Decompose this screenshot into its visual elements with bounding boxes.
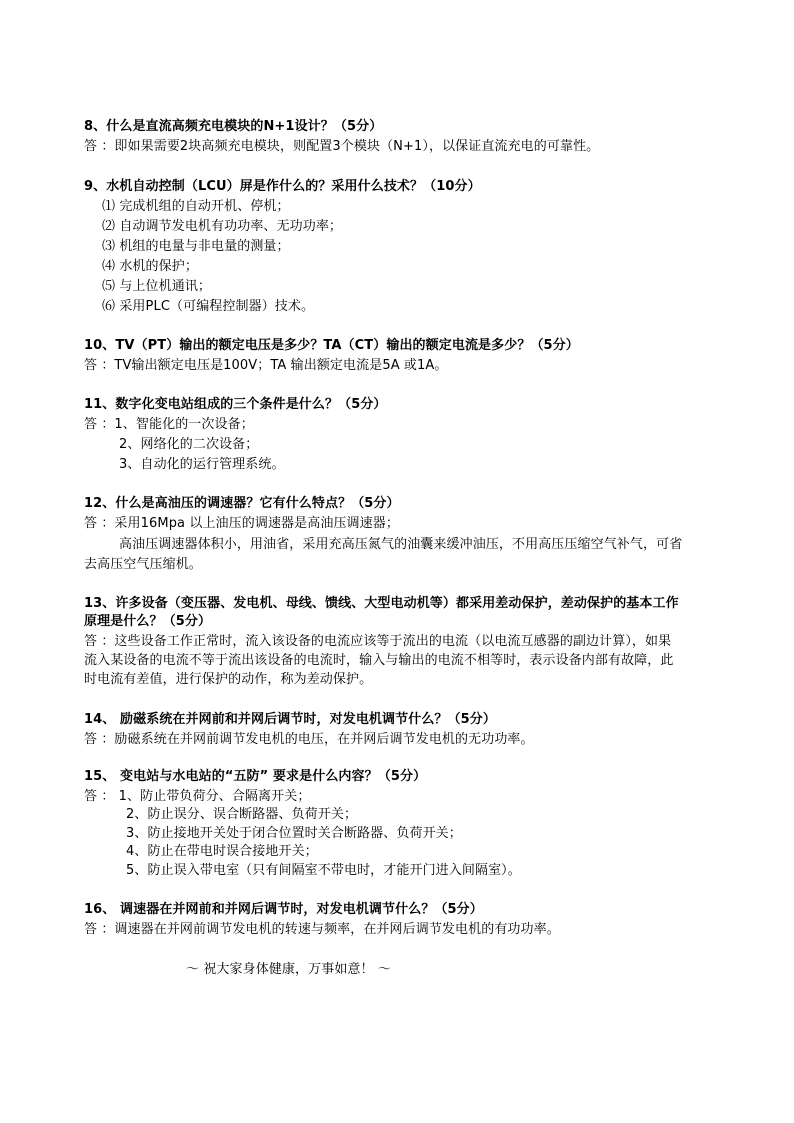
answer-15-line-3: 3、防止接地开关处于闭合位置时关合断路器、负荷开关； bbox=[126, 826, 462, 841]
question-16: 16、 调速器在并网前和并网后调节时，对发电机调节什么？（5分） bbox=[84, 902, 483, 917]
answer-12-line-1: 答 ：采用16Mpa 以上油压的调速器是高油压调速器； bbox=[84, 516, 399, 531]
answer-13-line-2: 流入某设备的电流不等于流出该设备的电流时，输入与输出的电流不相等时，表示设备内部有故障，此 bbox=[84, 653, 674, 668]
answer-9-item-3: ⑶ 机组的电量与非电量的测量； bbox=[102, 239, 290, 254]
answer-15-line-1: 答 ： 1、防止带负荷分、合隔离开关； bbox=[84, 789, 311, 804]
question-11: 11、数字化变电站组成的三个条件是什么？（5分） bbox=[84, 397, 387, 412]
question-14: 14、 励磁系统在并网前和并网后调节时，对发电机调节什么？（5分） bbox=[84, 712, 496, 727]
answer-9-item-5: ⑸ 与上位机通讯； bbox=[102, 279, 212, 294]
answer-13-line-1: 答 ：这些设备工作正常时，流入该设备的电流应该等于流出的电流（以电流互感器的副边计算），如果 bbox=[84, 634, 672, 649]
answer-15-line-5: 5、防止误入带电室（只有间隔室不带电时，才能开门进入间隔室）。 bbox=[126, 863, 521, 878]
answer-11-line-2: 2、网络化的二次设备； bbox=[119, 437, 259, 452]
answer-11-line-3: 3、自动化的运行管理系统。 bbox=[119, 457, 285, 472]
answer-13-line-3: 时电流有差值，进行保护的动作，称为差动保护。 bbox=[84, 672, 373, 687]
answer-9-item-6: ⑹ 采用PLC（可编程控制器）技术。 bbox=[102, 299, 315, 314]
question-12: 12、什么是高油压的调速器？它有什么特点？（5分） bbox=[84, 496, 400, 511]
closing-wish: ～ 祝大家身体健康，万事如意！ ～ bbox=[186, 962, 391, 977]
answer-14: 答 ：励磁系统在并网前调节发电机的电压，在并网后调节发电机的无功功率。 bbox=[84, 732, 534, 747]
answer-11-line-1: 答 ：1、智能化的一次设备； bbox=[84, 417, 254, 432]
answer-10: 答 ：TV输出额定电压是100V；TA 输出额定电流是5A 或1A。 bbox=[84, 358, 448, 373]
answer-9-item-2: ⑵ 自动调节发电机有功功率、无功功率； bbox=[102, 219, 343, 234]
question-13-line-1: 13、许多设备（变压器、发电机、母线、馈线、大型电动机等）都采用差动保护，差动保护的基本工作 bbox=[84, 596, 679, 611]
answer-12-line-3: 去高压空气压缩机。 bbox=[84, 557, 202, 572]
question-9: 9、水机自动控制（LCU）屏是作什么的？采用什么技术？（10分） bbox=[84, 179, 481, 194]
question-10: 10、TV（PT）输出的额定电压是多少？TA（CT）输出的额定电流是多少？（5分） bbox=[84, 338, 579, 353]
answer-16: 答 ：调速器在并网前调节发电机的转速与频率，在并网后调节发电机的有功功率。 bbox=[84, 922, 560, 937]
answer-12-line-2: 高油压调速器体积小，用油省，采用充高压氮气的油囊来缓冲油压，不用高压压缩空气补气，可省 bbox=[119, 537, 683, 552]
answer-8: 答 ：即如果需要2块高频充电模块，则配置3个模块（N+1），以保证直流充电的可靠性。 bbox=[84, 139, 600, 154]
answer-9-item-4: ⑷ 水机的保护； bbox=[102, 259, 198, 274]
question-8: 8、什么是直流高频充电模块的N+1设计？（5分） bbox=[84, 119, 383, 134]
question-15: 15、 变电站与水电站的“五防” 要求是什么内容？（5分） bbox=[84, 769, 427, 784]
answer-15-line-2: 2、防止误分、误合断路器、负荷开关； bbox=[126, 807, 358, 822]
answer-15-line-4: 4、防止在带电时误合接地开关； bbox=[126, 844, 318, 859]
answer-9-item-1: ⑴ 完成机组的自动开机、停机； bbox=[102, 199, 290, 214]
question-13-line-2: 原理是什么？（5分） bbox=[84, 614, 212, 629]
